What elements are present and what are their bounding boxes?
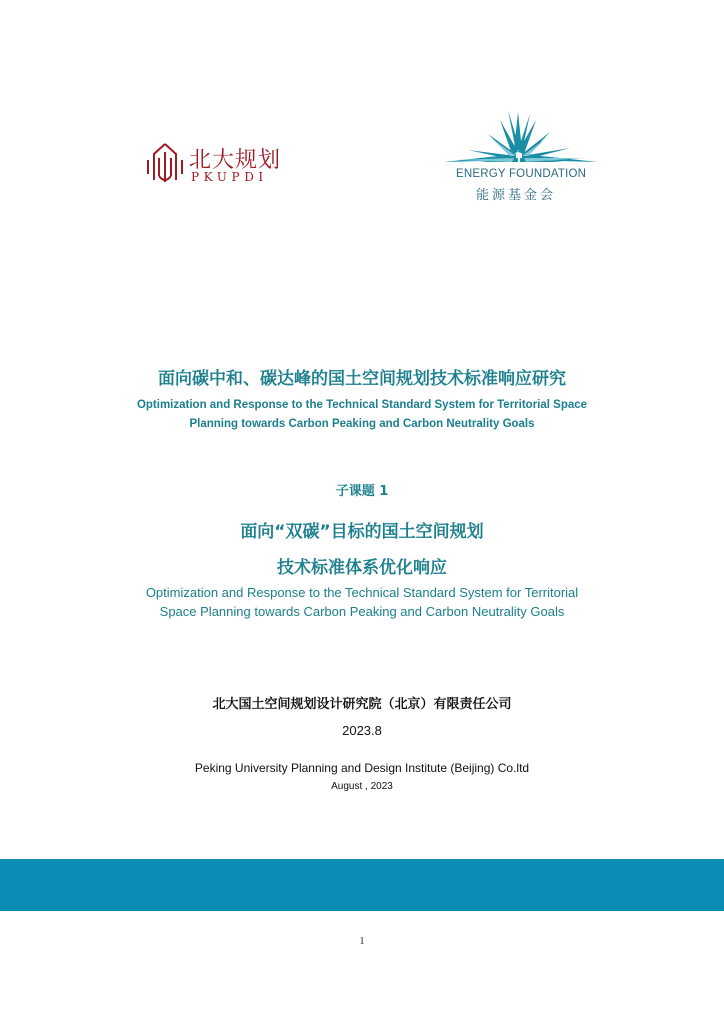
pkupdi-logo-en: PKUPDI bbox=[191, 170, 268, 184]
subtopic-title-en-line1: Optimization and Response to the Technical Standard System for Territorial bbox=[145, 585, 579, 600]
energy-foundation-logo-en: ENERGY FOUNDATION bbox=[456, 168, 587, 180]
subtopic-title-cn-line2: 技术标准体系优化响应 bbox=[277, 558, 447, 578]
subtopic-title-en bbox=[0, 583, 724, 621]
starburst-icon bbox=[438, 110, 604, 166]
organization-name-en: Peking University Planning and Design Institute (Beijing) Co.ltd bbox=[194, 761, 530, 775]
main-title-en-line1: Optimization and Response to the Technical Standard System for Territorial Space bbox=[136, 399, 588, 411]
main-title-cn: 面向碳中和、碳达峰的国土空间规划技术标准响应研究 bbox=[158, 369, 566, 389]
pkupdi-logo-cn: 北大规划 bbox=[189, 148, 282, 173]
organization-name-cn: 北大国土空间规划设计研究院（北京）有限责任公司 bbox=[212, 697, 512, 712]
subtopic-label: 子课题 1 bbox=[335, 484, 389, 499]
subtopic-title-cn bbox=[0, 514, 724, 586]
main-title-en bbox=[0, 396, 724, 434]
main-title-en-line2: Planning towards Carbon Peaking and Carbon Neutrality Goals bbox=[189, 418, 535, 430]
energy-foundation-logo bbox=[438, 110, 604, 202]
energy-foundation-logo-cn: 能源基金会 bbox=[476, 188, 557, 203]
pkupdi-emblem-icon bbox=[144, 140, 186, 186]
report-date-en: August , 2023 bbox=[331, 781, 393, 792]
subtopic-title-en-line2: Space Planning towards Carbon Peaking and Carbon Neutrality Goals bbox=[159, 604, 565, 619]
page-number: 1 bbox=[359, 935, 365, 947]
report-date: 2023.8 bbox=[342, 723, 382, 738]
footer-color-band bbox=[0, 859, 724, 911]
subtopic-title-cn-line1: 面向“双碳”目标的国土空间规划 bbox=[240, 522, 484, 542]
pkupdi-logo bbox=[144, 140, 304, 190]
